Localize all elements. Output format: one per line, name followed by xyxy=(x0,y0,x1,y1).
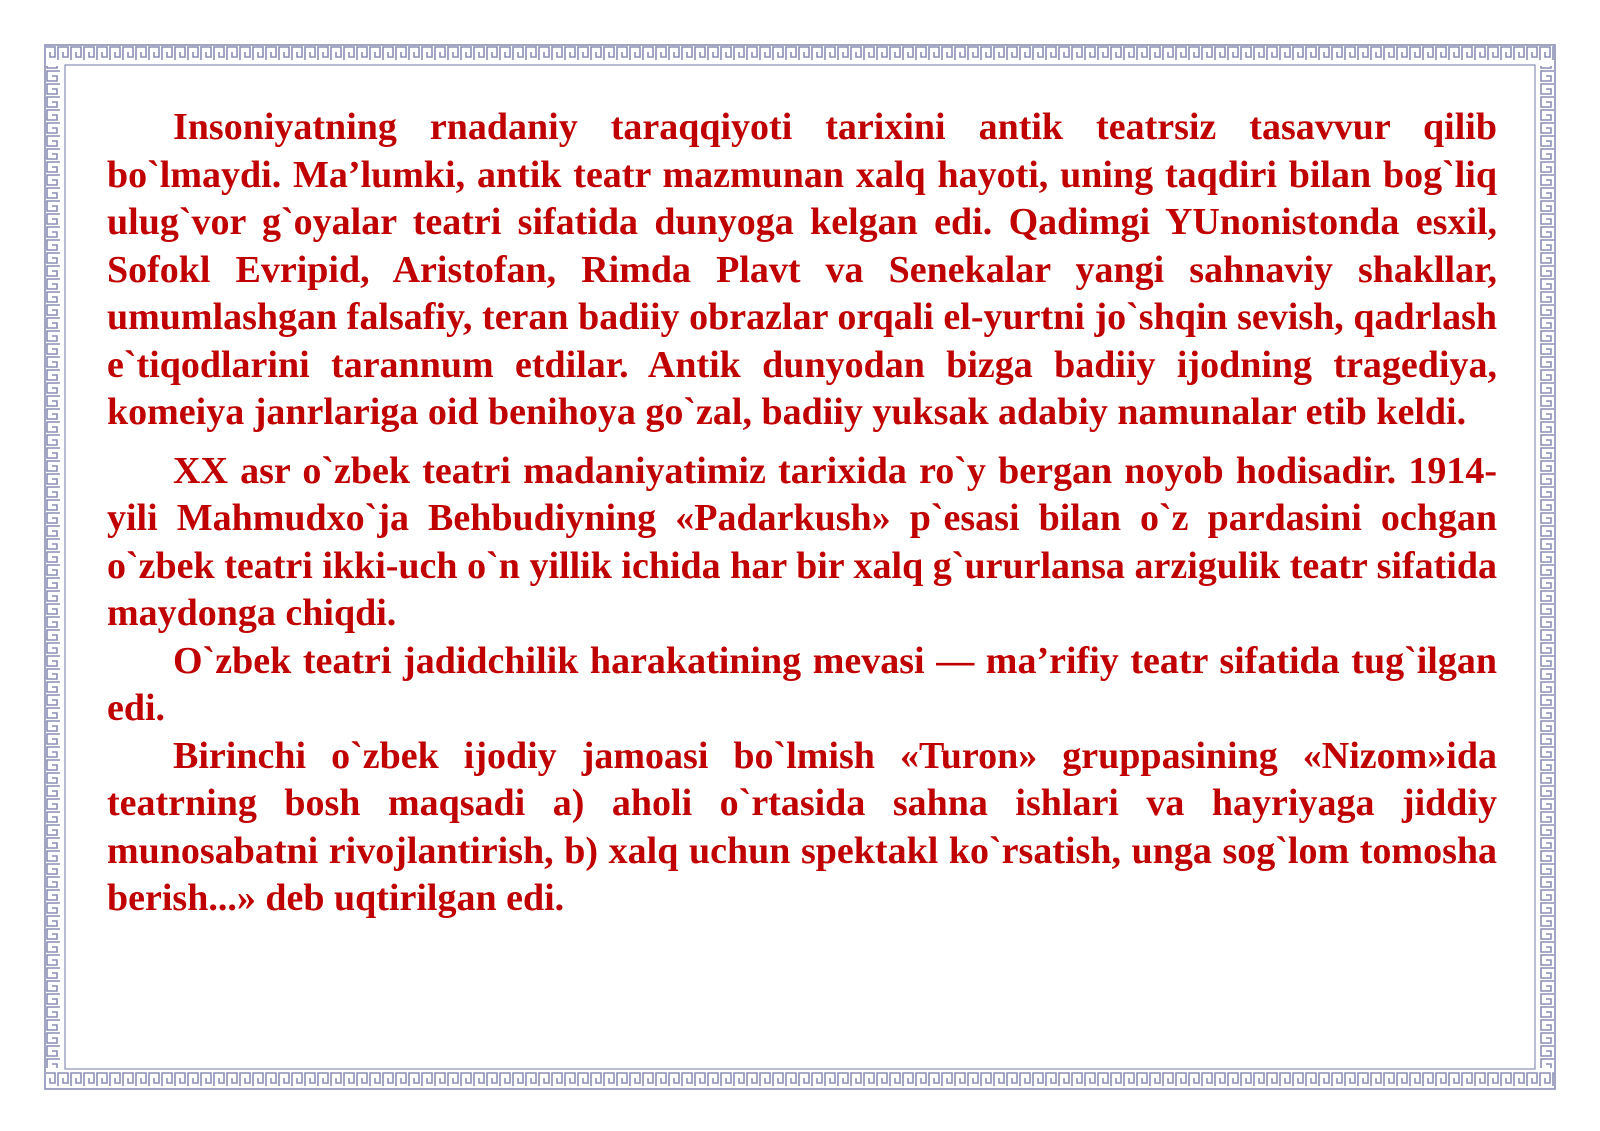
paragraph-jadid-theatre: O`zbek teatri jadidchilik harakatining mevasi — ma’rifiy teatr sifatida tug`ilgan edi. xyxy=(107,639,1497,729)
paragraph-uzbek-theatre-20th-century: XX asr o`zbek teatri madaniyatimiz tarixida ro`y bergan noyob hodisadir. 1914-yili Mahmudxo`ja Behbudiyning «Padarkush» p`esasi bilan o`z pardasini ochgan o`zbek teatri ikki-uch o`n yillik ichida har bir xalq g`ururlansa arzigulik teatr sifatida maydonga chiqdi. xyxy=(107,449,1497,634)
paragraph-turon-group: Birinchi o`zbek ijodiy jamoasi bo`lmish «Turon» gruppasining «Nizom»ida teatrning bosh maqsadi a) aholi o`rtasida sahna ishlari va hayriyaga jiddiy munosabatni rivojlantirish, b) xalq uchun spektakl ko`rsatish, unga sog`lom tomosha berish...» deb uqtirilgan edi. xyxy=(107,734,1497,919)
document-body xyxy=(107,104,1497,923)
paragraph-antique-theatre: Insoniyatning rnadaniy taraqqiyoti tarixini antik teatrsiz tasavvur qilib bo`lmaydi. Ma’lumki, antik teatr mazmunan xalq hayoti, uning taqdiri bilan bog`liq ulug`vor g`oyalar teatri sifatida dunyoga kelgan edi. Qadimgi YUnonistonda esxil, Sofokl Evripid, Aristofan, Rimda Plavt va Senekalar yangi sahnaviy shakllar, umumlashgan falsafiy, teran badiiy obrazlar orqali el-yurtni jo`shqin sevish, qadrlash e`tiqodlarini tarannum etdilar. Antik dunyodan bizga badiiy ijodning tragediya, komeiya janrlariga oid benihoya go`zal, badiiy yuksak adabiy namunalar etib keldi. xyxy=(107,106,1497,433)
